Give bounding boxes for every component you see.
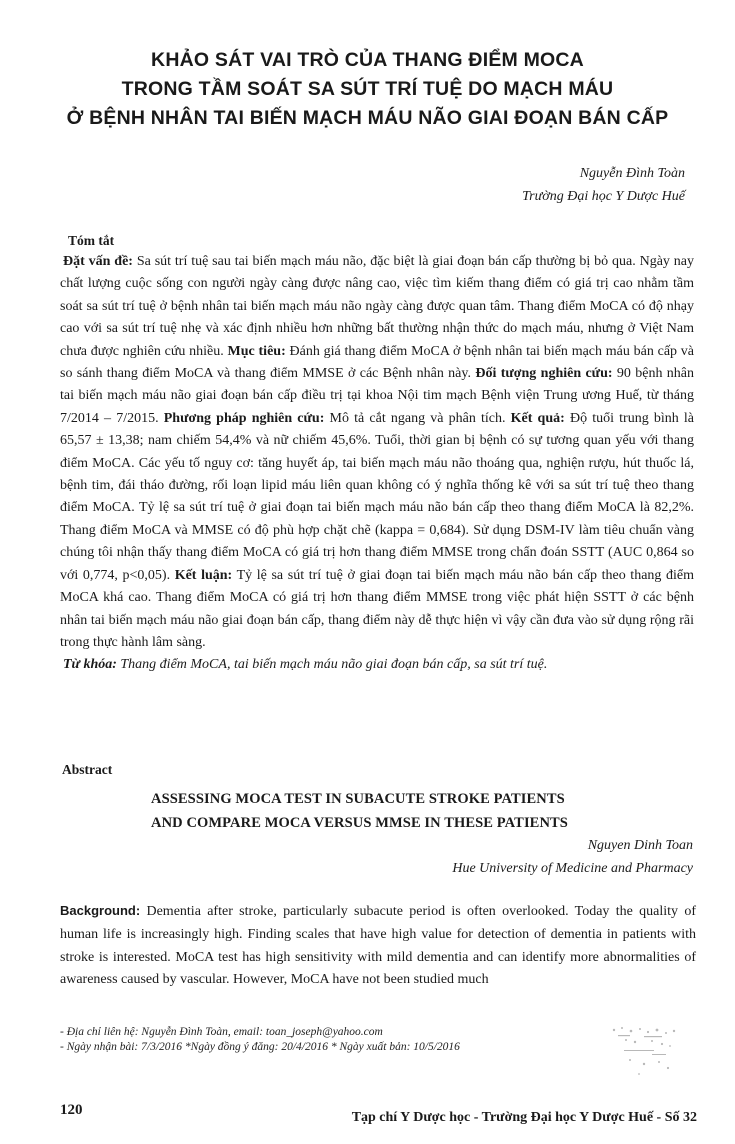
en-abstract-body	[60, 900, 696, 992]
journal-footer: Tạp chí Y Dược học - Trường Đại học Y Dược Huế - Số 32	[351, 1110, 697, 1125]
vn-objective-text: Đánh giá thang điểm MoCA ở bệnh nhân tai biến mạch máu bán cấp và so sánh thang điểm MoCA và thang điểm MMSE ở các Bệnh nhân này.	[60, 343, 695, 382]
en-affiliation: Hue University of Medicine and Pharmacy	[452, 861, 693, 876]
vn-conclusion-label: Kết luận:	[174, 567, 233, 583]
footnote-contact: - Địa chỉ liên hệ: Nguyễn Đình Toàn, email: toan_joseph@yahoo.com	[60, 1026, 383, 1038]
vn-abstract-body	[60, 251, 694, 677]
vn-background-label: Đặt vấn đề:	[63, 254, 133, 269]
en-background-label: Background:	[60, 903, 141, 918]
vn-title-line-1: KHẢO SÁT VAI TRÒ CỦA THANG ĐIỂM MOCA	[151, 49, 584, 71]
en-abstract-heading: Abstract	[62, 762, 113, 777]
vn-methods-text: Mô tả cắt ngang và phân tích.	[329, 410, 506, 426]
en-background-text: Dementia after stroke, particularly subacute period is often overlooked. Today the quality of human life is increasingly high. Finding scales that have high value for detection of dementia in patients with stroke is interested. MoCA test has high sensitivity with mild dementia and can identify more abnormalities of awareness caused by vascular. However, MoCA have not been studied much	[60, 904, 697, 988]
vn-objective-label: Mục tiêu:	[227, 343, 286, 359]
vn-abstract-heading: Tóm tắt	[68, 233, 115, 248]
page-number: 120	[60, 1102, 83, 1118]
vn-title-line-2: TRONG TẦM SOÁT SA SÚT TRÍ TUỆ DO MẠCH MÁU	[121, 78, 614, 100]
en-author-name: Nguyen Dinh Toan	[587, 838, 693, 853]
vn-background-text: Sa sút trí tuệ sau tai biến mạch máu não, đặc biệt là giai đoạn bán cấp thường bị bỏ qua. Ngày nay chất lượng cuộc sống con người ngày càng được nâng cao, việc tìm kiếm thang điểm có giá trị cao nhằm tầm soát sa sút trí tuệ ở bệnh nhân tai biến mạch máu não ngày càng được quan tâm. Thang điểm MoCA có độ nhạy cao với sa sút trí tuệ nhẹ và xác định nhiều hơn những bất thường nhận thức do mạch máu, nhưng ở Việt Nam chưa được nghiên cứu nhiều.	[60, 254, 695, 359]
vn-affiliation: Trường Đại học Y Dược Huế	[522, 189, 685, 204]
en-author-block	[452, 834, 693, 880]
vn-author-name: Nguyễn Đình Toàn	[579, 166, 685, 181]
vn-results-label: Kết quả:	[510, 410, 565, 426]
vn-keywords	[60, 654, 694, 676]
en-title-line-2: AND COMPARE MOCA VERSUS MMSE IN THESE PATIENTS	[151, 815, 568, 831]
footnotes	[60, 1025, 460, 1055]
en-title-line-1: ASSESSING MOCA TEST IN SUBACUTE STROKE PATIENTS	[151, 791, 565, 807]
vn-conclusion-text: Tỷ lệ sa sút trí tuệ ở giai đoạn tai biến mạch máu não bán cấp theo thang điểm MoCA khá cao. Thang điểm MoCA có giá trị hơn thang điểm MMSE trong việc phát hiện SSTT ở các bệnh nhân tai biến mạch máu não giai đoạn bán cấp, thang điểm này dễ thực hiện vì vậy cần đưa vào sử dụng rộng rãi trong thực hành lâm sàng.	[60, 567, 695, 650]
vn-keywords-text: Thang điểm MoCA, tai biến mạch máu não giai đoạn bán cấp, sa sút trí tuệ.	[120, 657, 548, 673]
vn-subjects-text: 90 bệnh nhân tai biến mạch máu não giai đoạn bán cấp điều trị tại khoa Nội tim mạch Bệnh viện Trung ương Huế, từ tháng 7/2014 – 7/2015.	[60, 366, 695, 426]
english-title	[151, 787, 568, 835]
vn-title-line-3: Ở BỆNH NHÂN TAI BIẾN MẠCH MÁU NÃO GIAI ĐOẠN BÁN CẤP	[66, 107, 669, 129]
faded-stamp-mark	[604, 1022, 684, 1080]
vn-results-text: Độ tuổi trung bình là 65,57 ± 13,38; nam chiếm 54,4% và nữ chiếm 45,6%. Tuổi, thời gian bị bệnh có sự tương quan yếu với thang điểm MoCA. Các yếu tố nguy cơ: tăng huyết áp, tai biến mạch máu não thoáng qua, nghiện rượu, hút thuốc lá, bệnh tim, đái tháo đường, rối loạn lipid máu liên quan không có ý nghĩa thống kê với sa sút trí tuệ theo thang điểm MoCA. Tỷ lệ sa sút trí tuệ ở giai đoạn tai biến mạch máu não bán cấp theo thang điểm MoCA là 82,2%. Thang điểm MoCA và MMSE có độ phù hợp chặt chẽ (kappa = 0,684). Sử dụng DSM-IV làm tiêu chuẩn vàng chúng tôi nhận thấy thang điểm MoCA có giá trị hơn thang điểm MMSE trong chẩn đoán SSTT (AUC 0,864 so với 0,774, p<0,05).	[60, 410, 695, 583]
footnote-dates: - Ngày nhận bài: 7/3/2016 *Ngày đồng ý đăng: 20/4/2016 * Ngày xuất bản: 10/5/2016	[60, 1041, 460, 1053]
vn-author-block	[522, 162, 685, 208]
vn-keywords-label: Từ khóa:	[63, 657, 117, 673]
en-abstract-paragraph	[60, 900, 696, 992]
vn-subjects-label: Đối tượng nghiên cứu:	[475, 366, 613, 382]
vn-abstract-paragraph	[60, 251, 694, 654]
vn-methods-label: Phương pháp nghiên cứu:	[163, 410, 325, 426]
vietnamese-title	[60, 46, 675, 133]
